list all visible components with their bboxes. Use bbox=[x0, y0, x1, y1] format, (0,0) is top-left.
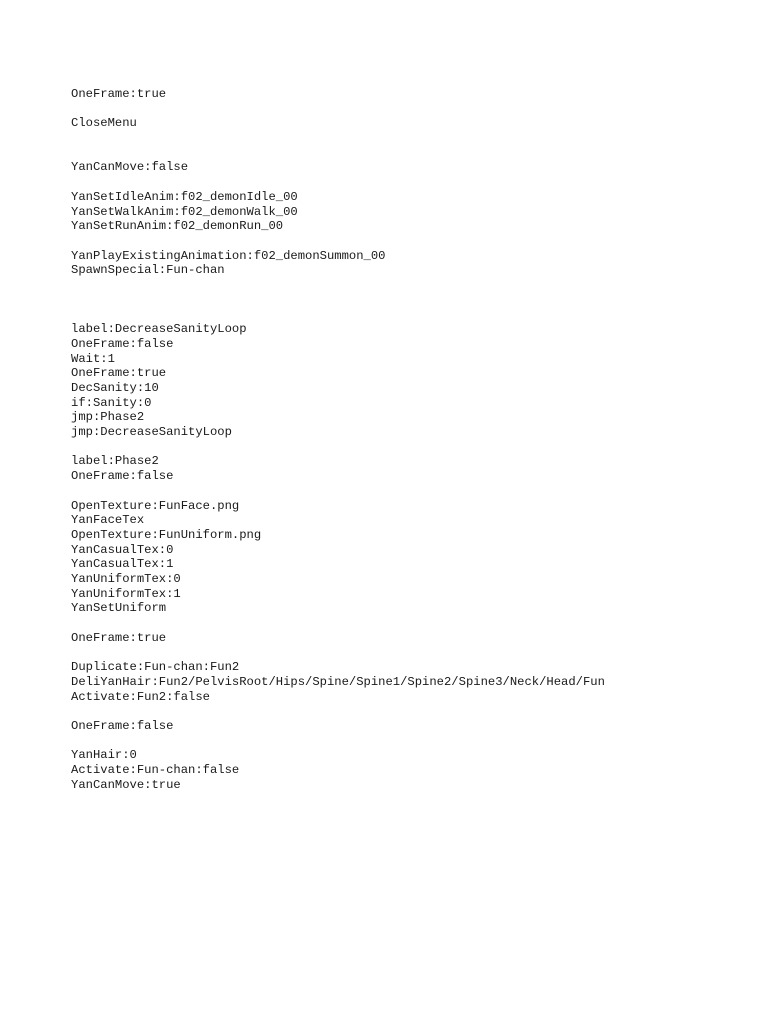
script-line: OneFrame:false bbox=[71, 719, 174, 734]
blank-line bbox=[71, 704, 605, 719]
script-line: if:Sanity:0 bbox=[71, 395, 152, 410]
script-line: YanSetIdleAnim:f02_demonIdle_00 bbox=[71, 189, 298, 204]
script-line: OneFrame:false bbox=[71, 336, 174, 351]
script-line: OpenTexture:FunFace.png bbox=[71, 498, 240, 513]
script-line: OneFrame:true bbox=[71, 630, 167, 645]
script-line: YanCasualTex:1 bbox=[71, 557, 174, 572]
script-line: DecSanity:10 bbox=[71, 380, 159, 395]
blank-line bbox=[71, 278, 605, 293]
blank-line bbox=[71, 307, 605, 322]
script-line: OneFrame:false bbox=[71, 469, 174, 484]
script-line: SpawnSpecial:Fun-chan bbox=[71, 263, 225, 278]
blank-line bbox=[71, 234, 605, 249]
script-line: YanSetRunAnim:f02_demonRun_00 bbox=[71, 219, 284, 234]
script-line: Activate:Fun-chan:false bbox=[71, 763, 240, 778]
script-line: YanSetWalkAnim:f02_demonWalk_00 bbox=[71, 204, 298, 219]
script-line: jmp:DecreaseSanityLoop bbox=[71, 425, 232, 440]
script-line: label:Phase2 bbox=[71, 454, 159, 469]
blank-line bbox=[71, 734, 605, 749]
script-line: YanCanMove:true bbox=[71, 777, 181, 792]
script-line: YanCasualTex:0 bbox=[71, 542, 174, 557]
script-line: OneFrame:true bbox=[71, 87, 167, 101]
script-line: YanHair:0 bbox=[71, 748, 137, 763]
blank-line bbox=[71, 102, 605, 117]
script-line: OpenTexture:FunUniform.png bbox=[71, 527, 262, 542]
script-line: label:DecreaseSanityLoop bbox=[71, 322, 247, 337]
blank-line bbox=[71, 175, 605, 190]
script-line: YanPlayExistingAnimation:f02_demonSummon_00 bbox=[71, 248, 386, 263]
script-line: YanCanMove:false bbox=[71, 160, 189, 175]
blank-line bbox=[71, 440, 605, 455]
script-line: CloseMenu bbox=[71, 116, 137, 131]
script-line: Activate:Fun2:false bbox=[71, 689, 210, 704]
script-line: OneFrame:true bbox=[71, 366, 167, 381]
script-line: YanFaceTex bbox=[71, 513, 145, 528]
blank-line bbox=[71, 293, 605, 308]
blank-line bbox=[71, 646, 605, 661]
script-line: YanUniformTex:0 bbox=[71, 572, 181, 587]
blank-line bbox=[71, 616, 605, 631]
script-line: Wait:1 bbox=[71, 351, 115, 366]
script-line: Duplicate:Fun-chan:Fun2 bbox=[71, 660, 240, 675]
script-line: jmp:Phase2 bbox=[71, 410, 145, 425]
script-text bbox=[71, 87, 605, 793]
script-line: YanSetUniform bbox=[71, 601, 167, 616]
blank-line bbox=[71, 131, 605, 146]
script-line: YanUniformTex:1 bbox=[71, 586, 181, 601]
blank-line bbox=[71, 484, 605, 499]
blank-line bbox=[71, 146, 605, 161]
script-line: DeliYanHair:Fun2/PelvisRoot/Hips/Spine/Spine1/Spine2/Spine3/Neck/Head/Fun bbox=[71, 674, 605, 689]
